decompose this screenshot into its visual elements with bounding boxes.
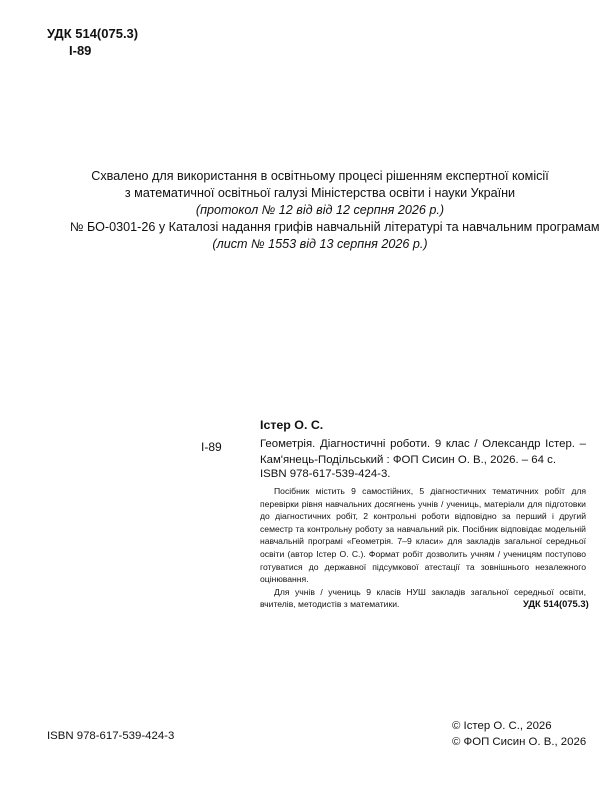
approval-catalog-line: № БО-0301-26 у Каталозі надання грифів навчальній літературі та навчальним програмам bbox=[70, 220, 600, 234]
approval-letter: (лист № 1553 від 13 серпня 2026 р.) bbox=[212, 237, 428, 251]
approval-protocol: (протокол № 12 від від 12 серпня 2026 р.) bbox=[195, 203, 445, 217]
footer-isbn: ISBN 978-617-539-424-3 bbox=[47, 730, 175, 742]
card-udk-code: УДК 514(075.3) bbox=[523, 598, 589, 609]
card-title-line-2: Кам'янець-Подільський : ФОП Сисин О. В., 2026. – 64 с. bbox=[260, 454, 557, 466]
card-isbn: ISBN 978-617-539-424-3. bbox=[260, 468, 391, 480]
top-classification bbox=[47, 25, 138, 59]
copyright-publisher: © ФОП Сисин О. В., 2026 bbox=[452, 736, 587, 748]
approval-line-1: Схвалено для використання в освітньому процесі рішенням експертної комісії bbox=[91, 169, 549, 183]
approval-statement bbox=[70, 168, 600, 253]
card-abstract bbox=[260, 485, 586, 611]
card-abstract-paragraph-2: Для учнів / учениць 9 класів НУШ закладів загальної середньої освіти, вчителів, методистів з математики. bbox=[260, 586, 586, 610]
copyright-author: © Істер О. С., 2026 bbox=[452, 720, 552, 732]
approval-line-2: з математичної освітньої галузі Міністерства освіти і науки України bbox=[124, 186, 516, 200]
copyright-block bbox=[452, 718, 586, 750]
card-library-code: І-89 bbox=[201, 440, 222, 454]
top-udk-code: УДК 514(075.3) bbox=[47, 26, 139, 41]
card-title-block bbox=[260, 436, 586, 468]
top-library-code: І-89 bbox=[69, 43, 92, 58]
card-abstract-paragraph-1: Посібник містить 9 самостійних, 5 діагностичних тематичних робіт для перевірки рівня навчальних досягнень учнів / учениць, матеріали для підготовки до діагностичних робіт, 2 контрольні роботи відповідно за перший і другий семестр та контрольну роботу за навчальний рік. Посібник відповідає модельній навчальній програмі «Геометрія. 7–9 класи» для закладів загальної середньої освіти (автор Істер О. С.). Формат робіт дозволить учням / ученицям поступово готуватися до державної підсумкової атестації та зовнішнього незалежного оцінювання. bbox=[260, 486, 586, 585]
card-author: Істер О. С. bbox=[260, 418, 324, 432]
card-title-line-1: Геометрія. Діагностичні роботи. 9 клас / Олександр Істер. – bbox=[260, 438, 586, 450]
